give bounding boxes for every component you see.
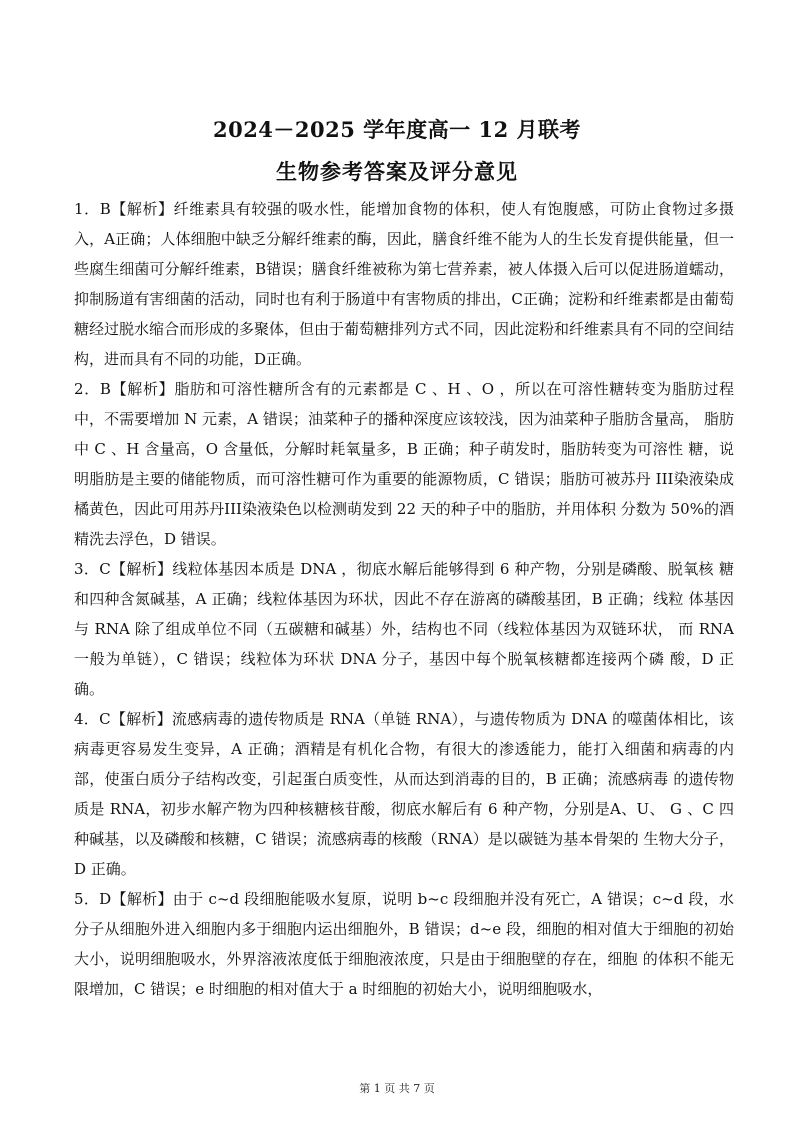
- answer-item-1: 1．B【解析】纤维素具有较强的吸水性，能增加食物的体积，使人有饱腹感，可防止食物过多摄入，A正确；人体细胞中缺乏分解纤维素的酶，因此，膳食纤维不能为人的生长发育提供能量，但一些腐生细菌可分解纤维素，B错误；膳食纤维被称为第七营养素，被人体摄入后可以促进肠道蠕动，抑制肠道有害细菌的活动，同时也有利于肠道中有害物质的排出，C正确；淀粉和纤维素都是由葡萄糖经过脱水缩合而形成的多聚体，但由于葡萄糖排列方式不同，因此淀粉和纤维素具有不同的空间结构，进而具有不同的功能，D正确。: [74, 200, 735, 368]
- document-title: 2024－2025 学年度高一 12 月联考: [212, 117, 582, 142]
- answer-item-3: 3．C【解析】线粒体基因本质是 DNA ，彻底水解后能够得到 6 种产物，分别是磷酸、脱氧核 糖和四种含氮碱基，A 正确；线粒体基因为环状，因此不存在游离的磷酸基团，B 正确；线粒 体基因与 RNA 除了组成单位不同（五碳糖和碱基）外，结构也不同（线粒体基因为双链环状， 而 RNA 一般为单链），C 错误；线粒体为环状 DNA 分子，基因中每个脱氧核糖都连接两个磷 酸，D 正确。: [74, 560, 734, 698]
- answer-item-5: 5．D【解析】由于 c~d 段细胞能吸水复原，说明 b~c 段细胞并没有死亡，A 错误；c~d 段，水分子从细胞外进入细胞内多于细胞内运出细胞外，B 错误；d~e 段，细胞的相对值大于细胞的初始大小，说明细胞吸水，外界溶液浓度低于细胞液浓度，只是由于细胞壁的存在，细胞 的体积不能无限增加，C 错误；e 时细胞的相对值大于 a 时细胞的初始大小，说明细胞吸水，: [74, 890, 734, 998]
- page-footer: 第 1 页 共 7 页: [359, 1082, 435, 1095]
- document-subtitle: 生物参考答案及评分意见: [276, 159, 518, 184]
- answer-item-4: 4．C【解析】流感病毒的遗传物质是 RNA（单链 RNA），与遗传物质为 DNA 的噬菌体相比，该病毒更容易发生变异，A 正确；酒精是有机化合物，有很大的渗透能力，能打入细菌和病毒的内部，使蛋白质分子结构改变，引起蛋白质变性，从而达到消毒的目的，B 正确；流感病毒 的遗传物质是 RNA，初步水解产物为四种核糖核苷酸，彻底水解后有 6 种产物，分别是A、U、 G 、C 四种碱基，以及磷酸和核糖，C 错误；流感病毒的核酸（RNA）是以碳链为基本骨架的 生物大分子，D 正确。: [74, 710, 734, 878]
- answer-list: [74, 194, 734, 1004]
- answer-item-2: 2．B【解析】脂肪和可溶性糖所含有的元素都是 C 、H 、O ，所以在可溶性糖转变为脂肪过程中，不需要增加 N 元素，A 错误；油菜种子的播种深度应该较浅，因为油菜种子脂肪含量高， 脂肪中 C 、H 含量高，O 含量低，分解时耗氧量多，B 正确；种子萌发时，脂肪转变为可溶性 糖，说明脂肪是主要的储能物质，而可溶性糖可作为重要的能源物质，C 错误；脂肪可被苏丹 III染液染成橘黄色，因此可用苏丹III染液染色以检测萌发到 22 天的种子中的脂肪，并用体积 分数为 50%的酒精洗去浮色，D 错误。: [74, 380, 734, 548]
